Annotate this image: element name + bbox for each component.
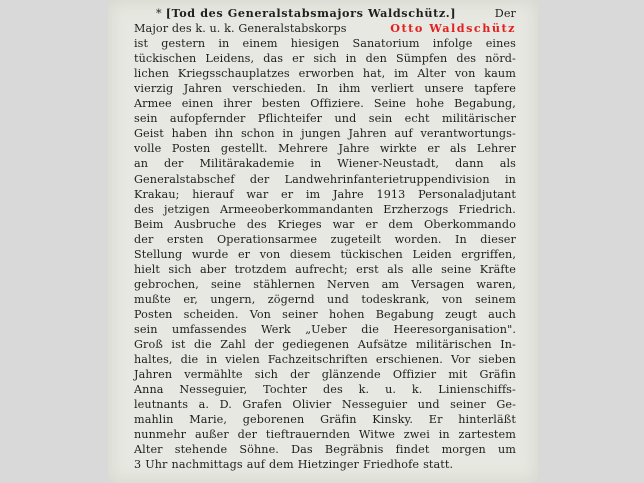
- article-line: [134, 202, 516, 217]
- article-word: in: [345, 52, 357, 66]
- article-word: zwei: [403, 428, 430, 442]
- article-line: [134, 217, 516, 232]
- article-word: Begabung: [375, 307, 434, 321]
- article-line: [134, 397, 516, 412]
- article-second-line: [134, 21, 516, 36]
- article-word: D.: [219, 398, 232, 412]
- article-word: Gräfin: [479, 368, 516, 382]
- article-word: Er: [428, 413, 443, 427]
- article-word: 3: [134, 458, 142, 472]
- article-word: Pflichteifer: [257, 112, 323, 126]
- article-word: Begabung,: [454, 97, 516, 111]
- article-word: unsere: [424, 82, 464, 96]
- article-word: er: [427, 142, 440, 156]
- article-word: Heeresorganisation".: [393, 322, 516, 336]
- article-word: im: [305, 187, 321, 201]
- article-word: Seine: [373, 97, 407, 111]
- article-word: Jahre: [338, 142, 370, 156]
- article-word: erschienen.: [375, 353, 443, 367]
- article-word: Olivier: [292, 398, 332, 412]
- article-word: Söhne.: [239, 443, 279, 457]
- article-word: Begräbnis: [324, 443, 384, 457]
- article-word: Jahren: [348, 127, 387, 141]
- article-word: und: [334, 112, 357, 126]
- article-word: das: [263, 52, 284, 66]
- article-word: verantwortungs-: [420, 127, 516, 141]
- article-word: aufopfernder: [169, 112, 246, 126]
- article-word: sein: [134, 322, 158, 336]
- article-line: [134, 36, 516, 51]
- article-word: gediegenen: [282, 338, 350, 352]
- article-word: aufrecht;: [295, 262, 348, 276]
- article-word: vierzig: [134, 82, 174, 96]
- article-word: lichen: [134, 67, 170, 81]
- article-word: scheiden.: [183, 307, 239, 321]
- article-word: 1913: [376, 187, 406, 201]
- article-line: [134, 307, 516, 322]
- second-line-text: Major des k. u. k. Generalstabskorps: [134, 22, 347, 36]
- article-line: [134, 427, 516, 442]
- article-word: zögernd: [267, 292, 315, 306]
- article-word: Oberkommando: [423, 217, 516, 231]
- article-line: [134, 277, 516, 292]
- article-word: er: [292, 52, 305, 66]
- article-word: Sümpfen: [395, 52, 448, 66]
- article-word: er: [365, 217, 378, 231]
- article-line: [134, 187, 516, 202]
- article-word: in: [310, 157, 322, 171]
- article-word: einen: [181, 97, 214, 111]
- article-word: Offiziere.: [310, 97, 364, 111]
- article-word: gestern: [161, 37, 206, 51]
- article-word: In-: [500, 338, 516, 352]
- article-word: stehende: [174, 443, 228, 457]
- article-word: Krieges: [277, 217, 322, 231]
- article-word: hiesigen: [290, 37, 340, 51]
- article-word: im: [394, 67, 409, 81]
- article-word: erworben: [298, 67, 355, 81]
- article-marker: *: [156, 7, 162, 20]
- article-word: Alter: [417, 67, 446, 81]
- article-word: Offizier: [392, 368, 437, 382]
- article-line: [134, 262, 516, 277]
- article-body: [134, 36, 516, 472]
- article-word: und: [327, 292, 349, 306]
- article-line: [134, 367, 516, 382]
- article-word: jetzigen: [163, 202, 210, 216]
- article-word: echt: [404, 112, 430, 126]
- article-word: sein: [134, 112, 158, 126]
- article-word: schon: [240, 127, 275, 141]
- article-word: des: [134, 202, 154, 216]
- article-word: Aufsätze: [357, 338, 408, 352]
- article-word: militärischer: [442, 112, 516, 126]
- article-word: Von: [249, 307, 271, 321]
- article-word: sieben: [478, 353, 516, 367]
- article-word: an: [134, 157, 149, 171]
- article-word: hat,: [362, 67, 386, 81]
- article-word: seiner: [450, 398, 486, 412]
- article-word: Lehrer: [476, 142, 516, 156]
- article-word: tapfere: [474, 82, 516, 96]
- article-word: einem: [242, 37, 278, 51]
- article-word: In: [316, 82, 329, 96]
- article-word: todeskrank,: [361, 292, 430, 306]
- article-word: infolge: [432, 37, 473, 51]
- article-word: Nerven: [327, 277, 370, 291]
- article-word: dem: [388, 217, 414, 231]
- article-word: Operationsarmee: [217, 232, 318, 246]
- article-word: in: [438, 428, 450, 442]
- article-word: von: [454, 67, 476, 81]
- article-word: der: [134, 232, 154, 246]
- article-word: seiner: [282, 307, 318, 321]
- article-word: von: [441, 292, 463, 306]
- article-word: Jahren: [183, 82, 222, 96]
- article-word: zugeteilt: [330, 232, 382, 246]
- article-word: er: [237, 247, 251, 261]
- article-word: kaum: [484, 67, 516, 81]
- article-word: militärischen: [415, 338, 492, 352]
- article-word: u.: [385, 383, 397, 397]
- article-word: leutnants: [134, 398, 189, 412]
- article-word: morgen: [441, 443, 486, 457]
- article-line: [134, 81, 516, 96]
- article-line: [134, 442, 516, 457]
- article-line: [134, 337, 516, 352]
- article-word: tieftrauernden: [265, 428, 351, 442]
- article-word: mahlin: [134, 413, 174, 427]
- article-word: nörd-: [485, 52, 516, 66]
- article-word: Erzherzogs: [383, 202, 449, 216]
- article-word: k.: [358, 383, 370, 397]
- article-word: auf: [246, 458, 266, 472]
- article-word: als: [499, 157, 516, 171]
- article-word: zartestem: [458, 428, 516, 442]
- article-line: [134, 412, 516, 427]
- article-word: Zahl: [220, 338, 246, 352]
- article-word: glänzende: [321, 368, 381, 382]
- article-word: nunmehr: [134, 428, 187, 442]
- article-word: hierauf: [192, 187, 234, 201]
- article-word: Kinsky.: [372, 413, 414, 427]
- article-word: außer: [194, 428, 229, 442]
- article-word: mußte: [134, 292, 171, 306]
- article-word: tückischen: [134, 52, 197, 66]
- article-word: um: [497, 443, 516, 457]
- article-word: der: [237, 428, 258, 442]
- article-word: als: [450, 142, 467, 156]
- article-line: [134, 352, 516, 367]
- article-word: trotzdem: [234, 262, 287, 276]
- article-word: geborenen: [242, 413, 305, 427]
- article-word: der: [164, 157, 184, 171]
- article-word: der: [254, 338, 274, 352]
- article-word: k.: [411, 383, 423, 397]
- article-word: dieser: [480, 232, 516, 246]
- article-word: ihn: [214, 127, 234, 141]
- article-word: Uhr: [145, 458, 168, 472]
- article-word: diesem: [289, 247, 331, 261]
- article-word: Generalstabschef: [134, 172, 235, 186]
- article-word: Posten: [171, 142, 211, 156]
- article-word: Personaladjutant: [418, 187, 516, 201]
- article-word: tückischen: [340, 247, 403, 261]
- article-word: Kräfte: [479, 262, 516, 276]
- article-line: [134, 51, 516, 66]
- article-word: sich: [168, 262, 192, 276]
- article-word: Anna: [134, 383, 164, 397]
- article-word: in: [282, 127, 294, 141]
- article-line: [134, 66, 516, 81]
- article-word: dann: [455, 157, 484, 171]
- article-line: [134, 322, 516, 337]
- article-word: ist: [134, 37, 149, 51]
- article-word: ist: [171, 338, 186, 352]
- article-word: wurde: [191, 247, 229, 261]
- article-word: Armee: [134, 97, 172, 111]
- article-word: in: [218, 37, 230, 51]
- article-word: Jahren: [134, 368, 173, 382]
- article-word: waren,: [476, 277, 516, 291]
- article-word: nachmittags: [171, 458, 243, 472]
- article-word: volle: [134, 142, 162, 156]
- article-word: den: [365, 52, 387, 66]
- article-word: aber: [199, 262, 227, 276]
- article-word: ersten: [166, 232, 204, 246]
- article-word: die: [180, 353, 199, 367]
- article-word: Sanatorium: [352, 37, 420, 51]
- article-word: Vor: [450, 353, 471, 367]
- article-word: Wiener-Neustadt,: [337, 157, 440, 171]
- article-word: Leiden: [412, 247, 452, 261]
- article-word: des: [456, 52, 477, 66]
- article-word: Versagen: [411, 277, 465, 291]
- article-word: zeugt: [445, 307, 477, 321]
- article-word: findet: [395, 443, 430, 457]
- article-line: [134, 111, 516, 126]
- article-line: [134, 247, 516, 262]
- headline-group: [156, 6, 456, 21]
- article-line: [134, 126, 516, 141]
- article-word: Alter: [134, 443, 163, 457]
- article-headline: [Tod des Generalstabsmajors Waldschütz.]: [165, 6, 457, 20]
- article-word: war: [332, 217, 355, 231]
- article-word: hohe: [415, 97, 445, 111]
- article-word: Kriegsschauplatzes: [177, 67, 290, 81]
- obituary-article: [134, 6, 516, 472]
- article-word: Militärakademie: [199, 157, 295, 171]
- article-word: Grafen: [242, 398, 282, 412]
- article-word: am: [381, 277, 400, 291]
- article-line: [134, 232, 516, 247]
- article-word: des: [322, 383, 343, 397]
- article-word: haltes,: [134, 353, 173, 367]
- article-word: Linienschiffs-: [438, 383, 516, 397]
- article-word: und: [417, 398, 440, 412]
- article-first-line: [134, 6, 516, 21]
- article-word: er,: [183, 292, 198, 306]
- article-word: Nesseguier: [341, 398, 408, 412]
- article-line: [134, 96, 516, 111]
- article-word: als: [387, 262, 404, 276]
- article-word: hielt: [134, 262, 160, 276]
- article-word: des: [246, 217, 267, 231]
- article-word: dem: [269, 458, 294, 472]
- article-word: gestellt.: [220, 142, 268, 156]
- article-word: der: [290, 368, 310, 382]
- article-word: in: [504, 172, 516, 186]
- article-word: seinem: [474, 292, 516, 306]
- article-line: [134, 141, 516, 156]
- article-word: Geist: [134, 127, 164, 141]
- article-word: mit: [448, 368, 468, 382]
- article-word: wirkte: [379, 142, 417, 156]
- article-word: sich: [254, 368, 278, 382]
- article-word: Armeeoberkommandanten: [219, 202, 374, 216]
- highlighted-name: Otto Waldschütz: [390, 21, 516, 36]
- article-word: erst: [356, 262, 379, 276]
- article-word: ihm: [338, 82, 361, 96]
- article-word: ihrer: [223, 97, 252, 111]
- article-line: [134, 156, 516, 171]
- article-word: jungen: [301, 127, 341, 141]
- article-word: Landwehrinfanterietruppendivision: [284, 172, 490, 186]
- article-word: Witwe: [358, 428, 395, 442]
- article-word: Posten: [134, 307, 173, 321]
- article-word: in: [206, 353, 218, 367]
- article-word: Werk: [261, 322, 291, 336]
- article-word: „Ueber: [305, 322, 347, 336]
- article-word: Tochter: [263, 383, 308, 397]
- article-word: seine: [210, 277, 242, 291]
- article-word: auf: [394, 127, 413, 141]
- article-word: Leidens,: [205, 52, 255, 66]
- article-word: die: [194, 338, 212, 352]
- article-word: hinterläßt: [458, 413, 516, 427]
- article-word: ergriffen,: [461, 247, 516, 261]
- article-word: statt.: [423, 458, 454, 472]
- article-word: Mehrere: [278, 142, 328, 156]
- article-word: stählernen: [253, 277, 315, 291]
- article-word: Fachzeitschriften: [267, 353, 368, 367]
- article-line: [134, 457, 516, 472]
- article-word: auch: [488, 307, 516, 321]
- article-word: haben: [171, 127, 208, 141]
- article-word: Nesseguier,: [179, 383, 248, 397]
- article-word: gebrochen,: [134, 277, 199, 291]
- article-word: ungern,: [210, 292, 256, 306]
- article-word: hohen: [329, 307, 365, 321]
- article-word: vielen: [225, 353, 260, 367]
- article-word: von: [259, 247, 281, 261]
- article-line: [134, 172, 516, 187]
- article-word: Gräfin: [320, 413, 357, 427]
- article-line: [134, 292, 516, 307]
- first-line-rest: Der: [494, 7, 516, 20]
- article-word: a.: [198, 398, 210, 412]
- article-word: Marie,: [189, 413, 228, 427]
- article-word: der: [249, 172, 270, 186]
- article-word: Das: [291, 443, 313, 457]
- article-word: Stellung: [134, 247, 183, 261]
- article-word: Friedhofe: [363, 458, 420, 472]
- article-word: die: [361, 322, 379, 336]
- article-word: sein: [368, 112, 393, 126]
- article-word: besten: [261, 97, 301, 111]
- article-word: Krakau;: [134, 187, 180, 201]
- article-word: umfassendes: [172, 322, 247, 336]
- article-word: alle: [411, 262, 433, 276]
- article-word: worden.: [394, 232, 442, 246]
- article-word: Hietzinger: [297, 458, 360, 472]
- article-line: [134, 382, 516, 397]
- article-word: vermählte: [184, 368, 243, 382]
- article-word: Friedrich.: [458, 202, 516, 216]
- article-word: Ausbruche: [174, 217, 237, 231]
- article-word: war: [246, 187, 269, 201]
- article-word: Groß: [134, 338, 163, 352]
- article-word: sich: [313, 52, 337, 66]
- article-word: verliert: [371, 82, 414, 96]
- article-word: verschieden.: [232, 82, 306, 96]
- article-word: Ge-: [496, 398, 516, 412]
- article-word: seine: [441, 262, 472, 276]
- article-word: er: [280, 187, 294, 201]
- article-word: eines: [485, 37, 516, 51]
- article-word: In: [455, 232, 467, 246]
- article-word: Jahre: [332, 187, 364, 201]
- article-word: Beim: [134, 217, 164, 231]
